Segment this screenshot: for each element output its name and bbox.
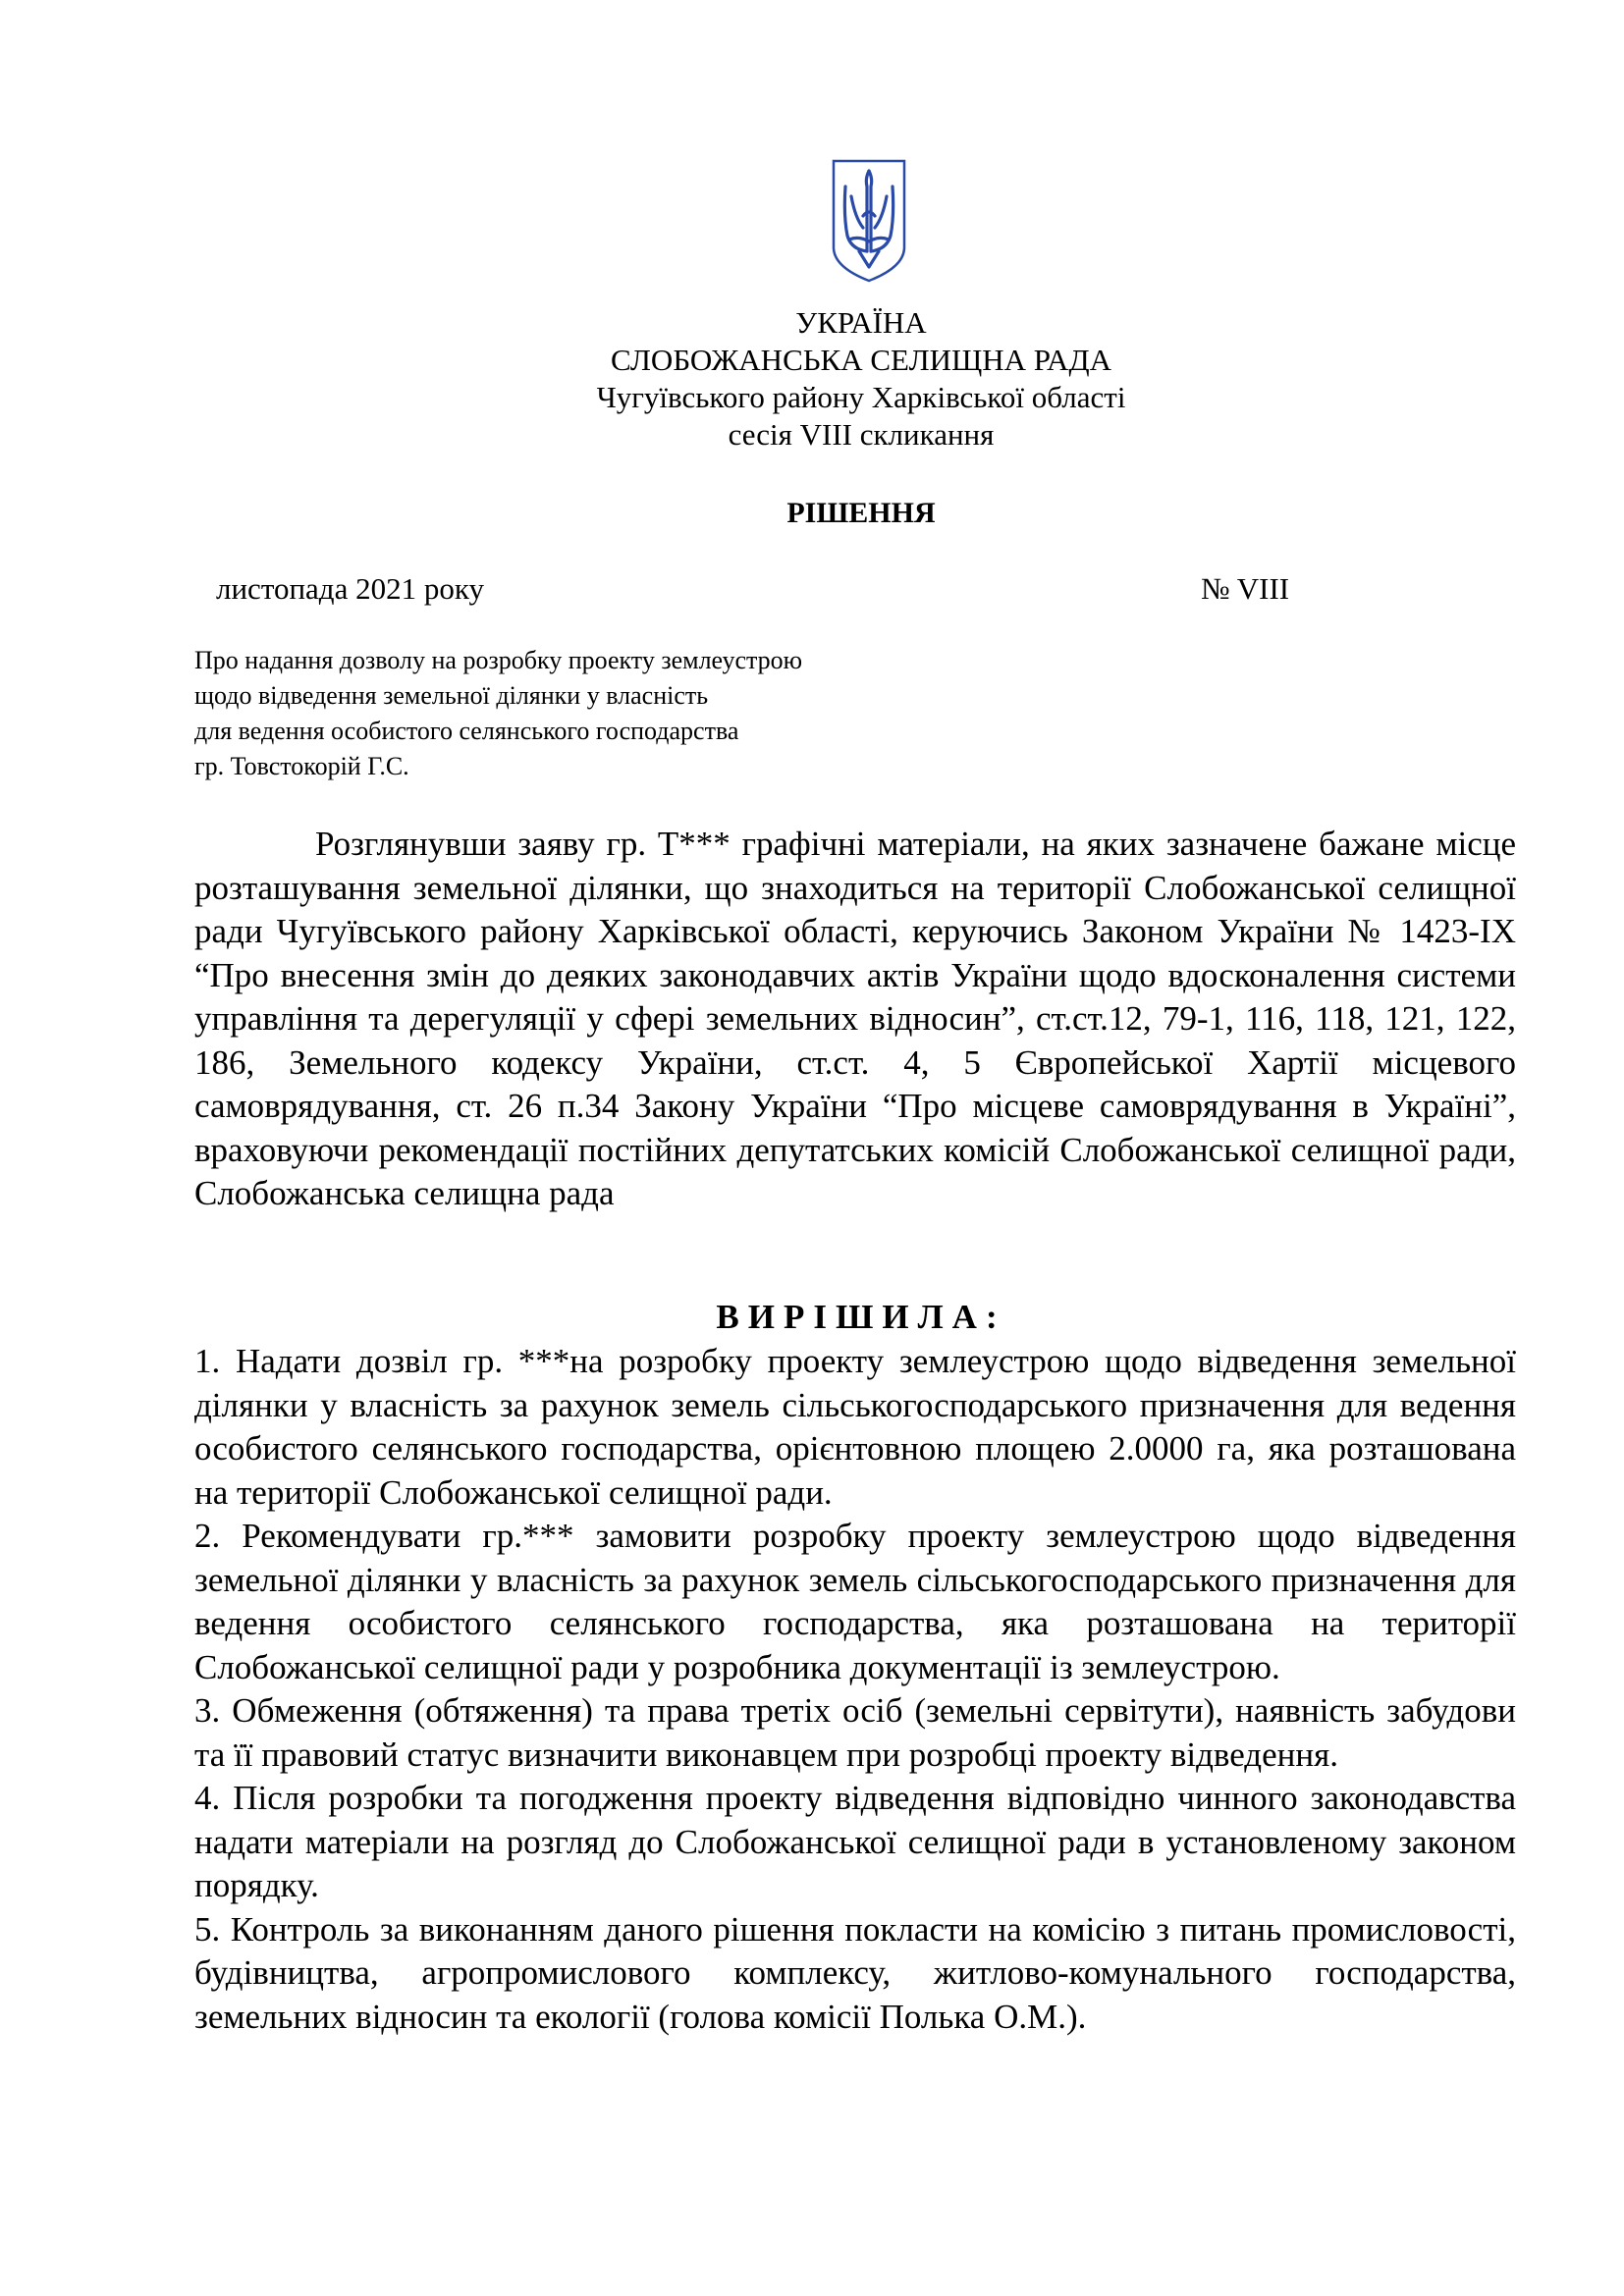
- resolution-items: [194, 1340, 1516, 2039]
- subject-line: гр. Товстокорій Г.С.: [194, 752, 409, 780]
- header-session: сесія VIII скликання: [728, 417, 995, 452]
- ukraine-coat-of-arms-icon: [830, 157, 908, 285]
- resolution-item: 4. Після розробки та погодження проекту відведення відповідно чинного законодавства надати матеріали на розгляд до Слобожанської селищної ради в установленому законом порядку.: [194, 1779, 1516, 1904]
- decision-date: листопада 2021 року: [216, 571, 484, 606]
- decision-subject: [194, 643, 980, 784]
- preamble-paragraph: Розглянувши заяву гр. Т*** графічні матеріали, на яких зазначене бажане місце розташування земельної ділянки, що знаходиться на території Слобожанської селищної ради Чугуївського району Харківської області, керуючись Законом України № 1423-IX “Про внесення змін до деяких законодавчих актів України щодо вдосконалення системи управління та дерегуляції у сфері земельних відносин”, ст.ст.12, 79-1, 116, 118, 121, 122, 186, Земельного кодексу України, ст.ст. 4, 5 Європейської Хартії місцевого самоврядування, ст. 26 п.34 Закону України “Про місцеве самоврядування в Україні”, враховуючи рекомендації постійних депутатських комісій Слобожанської селищної ради, Слобожанська селищна рада: [194, 825, 1516, 1212]
- resolution-item: 5. Контроль за виконанням даного рішення покласти на комісію з питань промисловості, будівництва, агропромислового комплексу, житлово-комунального господарства, земельних відносин та екології (голова комісії Полька О.М.).: [194, 1909, 1516, 2036]
- resolution-item: 3. Обмеження (обтяження) та права третіх осіб (земельні сервітути), наявність забудови та її правовий статус визначити виконавцем при розробці проекту відведення.: [194, 1691, 1516, 1774]
- decision-number: № VIII: [1201, 571, 1290, 606]
- resolution-item: 1. Надати дозвіл гр. ***на розробку проекту землеустрою щодо відведення земельної ділянки у власність за рахунок земель сільськогосподарського призначення для ведення особистого селянського господарства, орієнтовною площею 2.0000 га, яка розташована на території Слобожанської селищної ради.: [194, 1342, 1516, 1512]
- subject-line: щодо відведення земельної ділянки у власність: [194, 681, 709, 710]
- header-district: Чугуївського району Харківської області: [596, 380, 1126, 414]
- header-country: УКРАЇНА: [795, 305, 927, 340]
- resolved-heading: ВИРІШИЛА:: [716, 1298, 1006, 1336]
- subject-line: для ведення особистого селянського господарства: [194, 717, 739, 745]
- resolution-item: 2. Рекомендувати гр.*** замовити розробку проекту землеустрою щодо відведення земельної ділянки у власність за рахунок земель сільськогосподарського призначення для ведення особистого селянського господарства, яка розташована на території Слобожанської селищної ради у розробника документації із землеустрою.: [194, 1517, 1516, 1686]
- header-council: СЛОБОЖАНСЬКА СЕЛИЩНА РАДА: [611, 343, 1111, 377]
- subject-line: Про надання дозволу на розробку проекту землеустрою: [194, 646, 803, 674]
- decision-title: РІШЕННЯ: [786, 497, 936, 529]
